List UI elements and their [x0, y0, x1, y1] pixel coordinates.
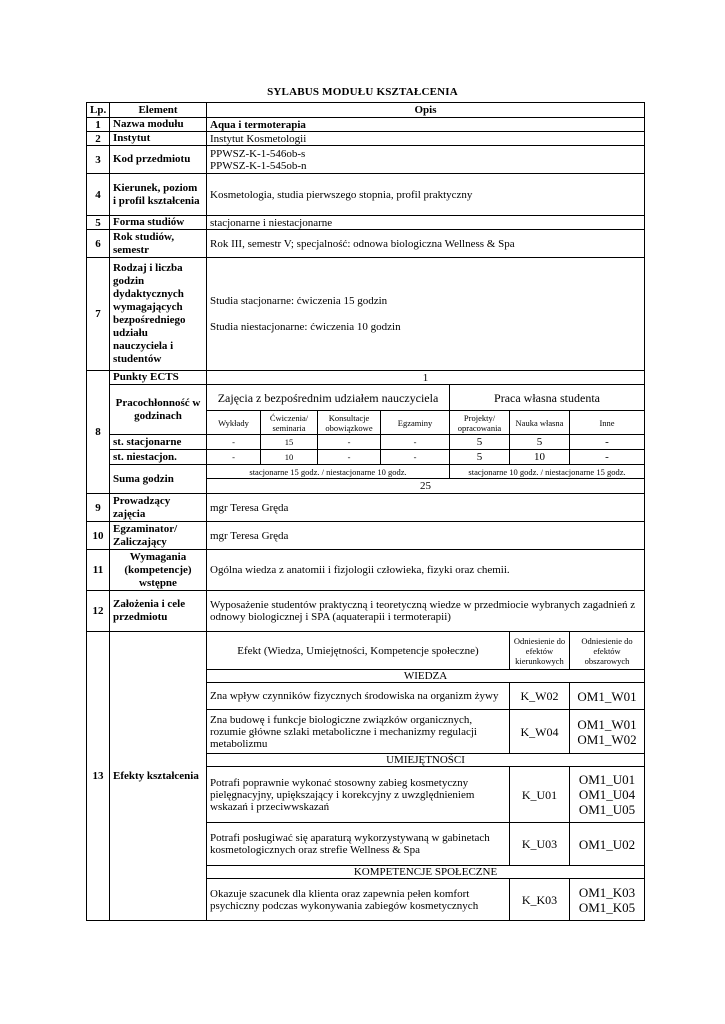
- hours-cell: 10: [261, 450, 318, 465]
- row-opis: mgr Teresa Gręda: [207, 522, 645, 550]
- course-code: PPWSZ-K-1-545ob-n: [210, 159, 307, 172]
- row-opis: Wyposażenie studentów praktyczną i teoretyczną wiedze w przedmiocie wybranych zagadnień z odnowy biologicznej i SPA (aquaterapii i termoterapii): [207, 591, 645, 632]
- row-opis: Kosmetologia, studia pierwszego stopnia, profil praktyczny: [207, 174, 645, 216]
- workload-header-row: [87, 385, 645, 411]
- suma-row: [87, 465, 645, 479]
- row-number: 10: [87, 522, 110, 550]
- row-opis: Rok III, semestr V; specjalność: odnowa biologiczna Wellness & Spa: [207, 230, 645, 258]
- effects-header-row: [87, 632, 645, 670]
- obsz-code: OM1_K03: [578, 884, 636, 900]
- header-lp: Lp.: [87, 103, 110, 118]
- table-row: [87, 132, 645, 146]
- hours-cell: -: [207, 450, 261, 465]
- hours-cell: 10: [510, 450, 570, 465]
- col-nauka-wlasna: Nauka własna: [510, 411, 570, 435]
- hours-cell: 5: [510, 435, 570, 450]
- col-wyklady: Wykłady: [207, 411, 261, 435]
- suma-total: 25: [207, 479, 645, 494]
- table-row: [87, 230, 645, 258]
- ects-row: [87, 371, 645, 385]
- row-opis: [207, 258, 645, 371]
- obsz-code: OM1_U05: [578, 802, 636, 817]
- hours-cell: -: [318, 450, 381, 465]
- row-opis: stacjonarne i niestacjonarne: [207, 216, 645, 230]
- section-title: KOMPETENCJE SPOŁECZNE: [207, 866, 645, 879]
- workload-label: Pracochłonność w godzinach: [110, 385, 207, 435]
- row-element: Instytut: [110, 132, 207, 146]
- col-egzaminy: Egzaminy: [381, 411, 450, 435]
- obsz-code: OM1_W02: [577, 731, 637, 747]
- hours-cell: -: [207, 435, 261, 450]
- hours-cell: 5: [450, 450, 510, 465]
- effect-text: Zna wpływ czynników fizycznych środowiska na organizm żywy: [207, 683, 510, 710]
- table-row: [87, 550, 645, 591]
- obsz-code: OM1_U02: [578, 836, 636, 852]
- col-inne: Inne: [570, 411, 645, 435]
- table-row: [87, 494, 645, 522]
- kier-column-header: Odniesienie do efektów kierunkowych: [510, 632, 570, 670]
- course-code: PPWSZ-K-1-546ob-s: [210, 147, 306, 160]
- effect-obsz: [570, 683, 645, 710]
- effect-kier: K_W04: [510, 710, 570, 754]
- header-row: [87, 103, 645, 118]
- header-element: Element: [110, 103, 207, 118]
- row-element: Nazwa modułu: [110, 118, 207, 132]
- table-row: [87, 174, 645, 216]
- effect-column-header: Efekt (Wiedza, Umiejętności, Kompetencje społeczne): [207, 632, 510, 670]
- header-opis: Opis: [207, 103, 645, 118]
- hours-cell: -: [570, 450, 645, 465]
- table-row: [87, 146, 645, 174]
- stacjonarne-label: st. stacjonarne: [110, 435, 207, 450]
- obsz-code: OM1_K05: [578, 899, 636, 915]
- suma-self: stacjonarne 10 godz. / niestacjonarne 15 godz.: [450, 465, 645, 479]
- suma-label: Suma godzin: [110, 465, 207, 494]
- effect-text: Zna budowę i funkcje biologiczne związków organicznych, rozumie główne szlaki metaboliczne i mechanizmy regulacji metabolizmu: [207, 710, 510, 754]
- obsz-code: OM1_W01: [577, 716, 637, 732]
- hours-stacjonarne: Studia stacjonarne: ćwiczenia 15 godzin: [210, 295, 388, 307]
- suma-direct: stacjonarne 15 godz. / niestacjonarne 10 godz.: [207, 465, 450, 479]
- row-opis: [207, 146, 645, 174]
- table-row: [87, 216, 645, 230]
- row-number: 11: [87, 550, 110, 591]
- row-number: 4: [87, 174, 110, 216]
- hours-cell: 5: [450, 435, 510, 450]
- row-opis: Aqua i termoterapia: [207, 118, 645, 132]
- row-opis: Ogólna wiedza z anatomii i fizjologii człowieka, fizyki oraz chemii.: [207, 550, 645, 591]
- effect-text: Okazuje szacunek dla klienta oraz zapewnia pełen komfort psychiczny podczas wykonywania zabiegów kosmetycznych: [207, 879, 510, 921]
- row-element: Prowadzący zajęcia: [110, 494, 207, 522]
- niestacjonarne-row: [87, 450, 645, 465]
- row-opis: Instytut Kosmetologii: [207, 132, 645, 146]
- section-title: WIEDZA: [207, 670, 645, 683]
- row-number: 9: [87, 494, 110, 522]
- effect-obsz: [570, 879, 645, 921]
- hours-cell: -: [318, 435, 381, 450]
- table-row: [87, 258, 645, 371]
- row-element: Efekty kształcenia: [110, 632, 207, 921]
- row-opis: mgr Teresa Gręda: [207, 494, 645, 522]
- obsz-code: OM1_U01: [578, 772, 636, 787]
- row-element: Forma studiów: [110, 216, 207, 230]
- row-number: 8: [87, 371, 110, 494]
- direct-hours-header: Zajęcia z bezpośrednim udziałem nauczyciela: [207, 385, 450, 411]
- effect-kier: K_W02: [510, 683, 570, 710]
- ects-value: 1: [207, 371, 645, 385]
- row-number: 1: [87, 118, 110, 132]
- row-number: 5: [87, 216, 110, 230]
- section-title: UMIEJĘTNOŚCI: [207, 754, 645, 767]
- col-cwiczenia: Ćwiczenia/ seminaria: [261, 411, 318, 435]
- row-number: 7: [87, 258, 110, 371]
- effect-text: Potrafi poprawnie wykonać stosowny zabieg kosmetyczny pielęgnacyjny, upiększający i korekcyjny z uwzględnieniem wskazań i przeciwwskazań: [207, 767, 510, 823]
- hours-cell: -: [381, 450, 450, 465]
- effect-obsz: [570, 823, 645, 866]
- document-title: SYLABUS MODUŁU KSZTAŁCENIA: [267, 86, 458, 98]
- row-element: Założenia i cele przedmiotu: [110, 591, 207, 632]
- effect-obsz: [570, 710, 645, 754]
- self-work-header: Praca własna studenta: [450, 385, 645, 411]
- col-projekty: Projekty/ opracowania: [450, 411, 510, 435]
- row-number: 6: [87, 230, 110, 258]
- stacjonarne-row: [87, 435, 645, 450]
- obsz-column-header: Odniesienie do efektów obszarowych: [570, 632, 645, 670]
- effect-obsz: [570, 767, 645, 823]
- obsz-code: OM1_U04: [578, 787, 636, 802]
- row-element: Kierunek, poziom i profil kształcenia: [110, 174, 207, 216]
- syllabus-table: [86, 102, 645, 921]
- row-element: Rok studiów, semestr: [110, 230, 207, 258]
- hours-cell: -: [381, 435, 450, 450]
- obsz-code: OM1_W01: [577, 688, 637, 704]
- effect-kier: K_K03: [510, 879, 570, 921]
- ects-label: Punkty ECTS: [110, 371, 207, 385]
- row-element: Egzaminator/ Zaliczający: [110, 522, 207, 550]
- row-number: 2: [87, 132, 110, 146]
- niestacjonarne-label: st. niestacjon.: [110, 450, 207, 465]
- row-number: 3: [87, 146, 110, 174]
- effect-text: Potrafi posługiwać się aparaturą wykorzystywaną w gabinetach kosmetologicznych oraz strefie Wellness & Spa: [207, 823, 510, 866]
- row-number: 12: [87, 591, 110, 632]
- row-element: Kod przedmiotu: [110, 146, 207, 174]
- row-element: Rodzaj i liczba godzin dydaktycznych wymagających bezpośredniego udziału nauczyciela i studentów: [110, 258, 207, 371]
- hours-cell: 15: [261, 435, 318, 450]
- row-number: 13: [87, 632, 110, 921]
- table-row: [87, 591, 645, 632]
- effect-kier: K_U03: [510, 823, 570, 866]
- hours-niestacjonarne: Studia niestacjonarne: ćwiczenia 10 godzin: [210, 321, 401, 333]
- effect-kier: K_U01: [510, 767, 570, 823]
- table-row: [87, 118, 645, 132]
- table-row: [87, 522, 645, 550]
- hours-cell: -: [570, 435, 645, 450]
- row-element: Wymagania (kompetencje) wstępne: [110, 550, 207, 591]
- col-konsultacje: Konsultacje obowiązkowe: [318, 411, 381, 435]
